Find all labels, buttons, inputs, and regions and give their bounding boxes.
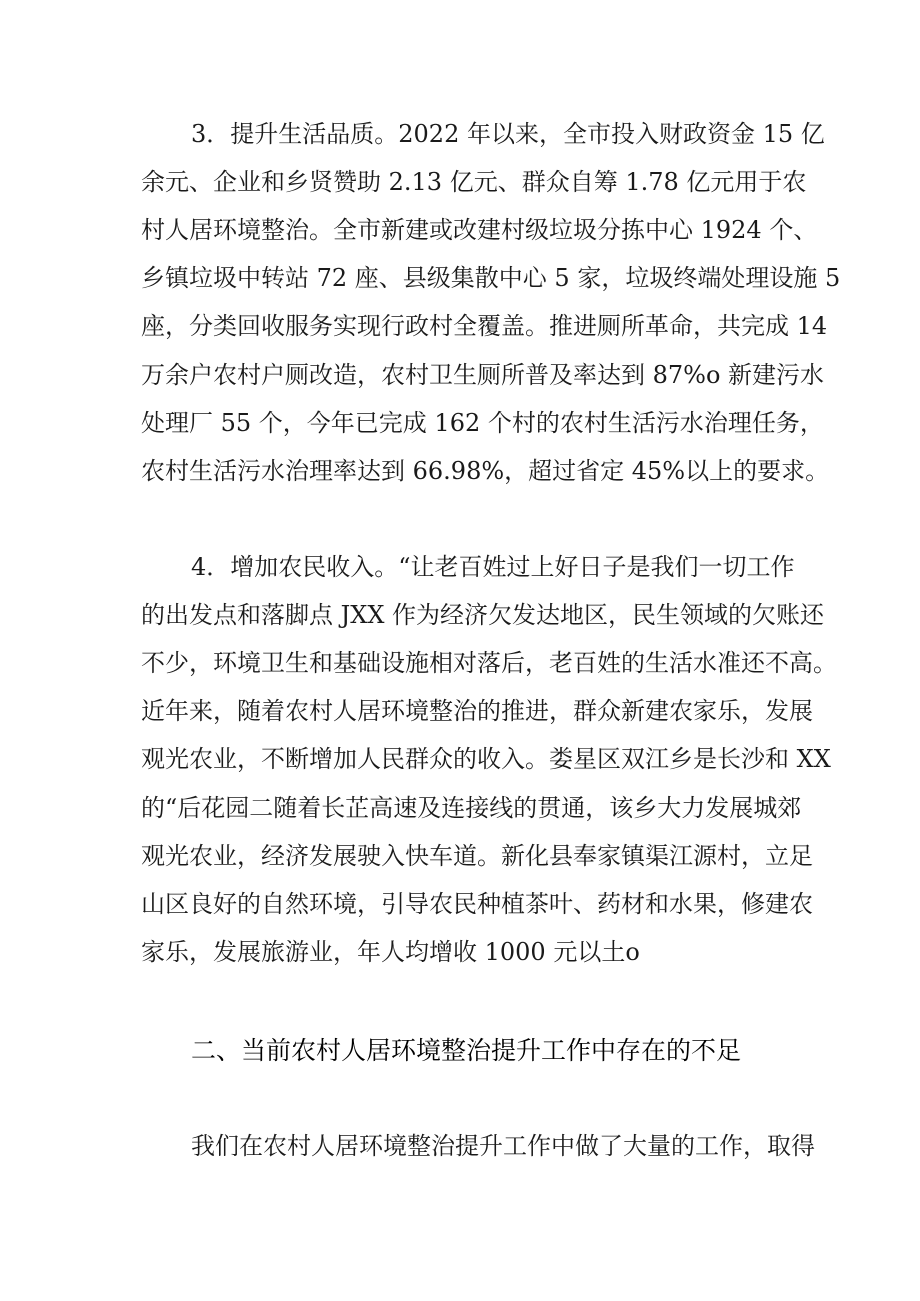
paragraph-line: 处理厂 55 个，今年已完成 162 个村的农村生活污水治理任务， — [141, 409, 824, 437]
paragraph-line: 近年来，随着农村人居环境整治的推进，群众新建农家乐，发展 — [141, 697, 813, 725]
paragraph-line: 乡镇垃圾中转站 72 座、县级集散中心 5 家，垃圾终端处理设施 5 — [141, 264, 841, 292]
paragraph-line: 村人居环境整治。全市新建或改建村级垃圾分拣中心 1924 个、 — [141, 216, 818, 244]
paragraph-line: 观光农业，经济发展驶入快车道。新化县奉家镇渠江源村，立足 — [141, 842, 813, 870]
paragraph-line: 的“后花园二随着长芷高速及连接线的贯通，该乡大力发展城郊 — [141, 794, 802, 822]
paragraph-line: 4．增加农民收入。“让老百姓过上好日子是我们一切工作 — [191, 553, 795, 581]
paragraph-line: 万余户农村户厕改造，农村卫生厕所普及率达到 87%o 新建污水 — [141, 361, 825, 389]
paragraph-line: 余元、企业和乡贤赞助 2.13 亿元、群众自筹 1.78 亿元用于农 — [141, 168, 807, 196]
paragraph-line: 家乐，发展旅游业，年人均增收 1000 元以土o — [141, 938, 640, 966]
paragraph-line: 观光农业，不断增加人民群众的收入。娄星区双江乡是长沙和 XX — [141, 745, 831, 773]
paragraph-line: 座，分类回收服务实现行政村全覆盖。推进厕所革命，共完成 14 — [141, 312, 828, 340]
paragraph-line: 的出发点和落脚点 JXX 作为经济欠发达地区，民生领域的欠账还 — [141, 601, 825, 629]
paragraph-line: 农村生活污水治理率达到 66.98%，超过省定 45%以上的要求。 — [141, 457, 830, 485]
paragraph-line: 3．提升生活品质。2022 年以来，全市投入财政资金 15 亿 — [191, 120, 825, 148]
paragraph-line: 我们在农村人居环境整治提升工作中做了大量的工作，取得 — [191, 1132, 815, 1160]
section-heading: 二、当前农村人居环境整治提升工作中存在的不足 — [191, 1036, 742, 1065]
paragraph-line: 不少，环境卫生和基础设施相对落后，老百姓的生活水准还不高。 — [141, 649, 837, 677]
paragraph-line: 山区良好的自然环境，引导农民种植茶叶、药材和水果，修建农 — [141, 890, 813, 918]
